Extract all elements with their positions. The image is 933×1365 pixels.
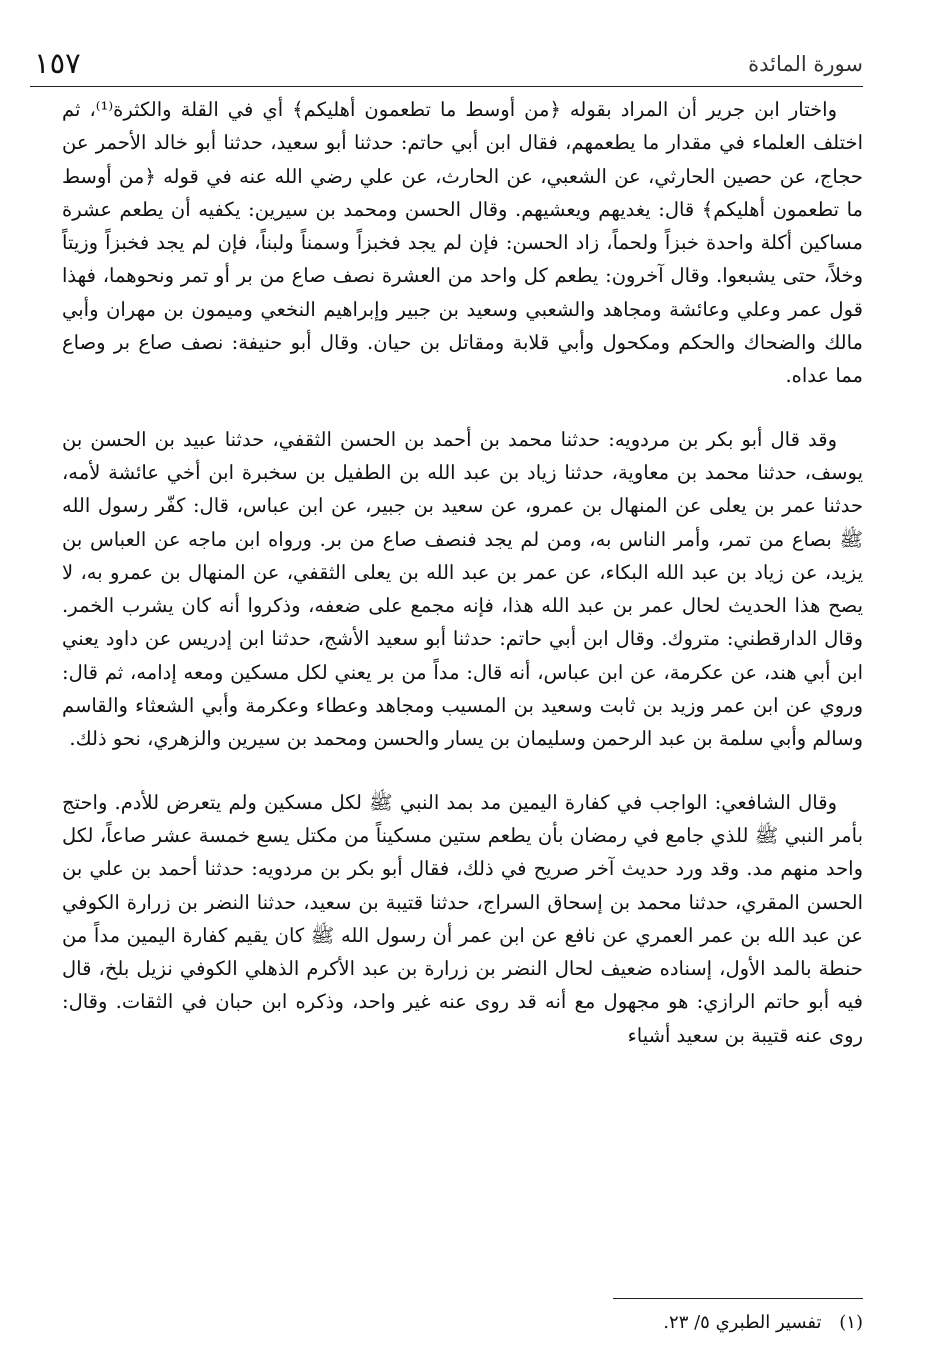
surah-title: سورة المائدة [748, 52, 863, 76]
footnote-text: تفسير الطبري ٥/ ٢٣. [663, 1312, 822, 1333]
page-number: ١٥٧ [34, 46, 81, 80]
running-header [30, 46, 863, 87]
footnote-marker: (١) [839, 1312, 863, 1333]
footnote-separator [613, 1298, 863, 1299]
paragraph: واختار ابن جرير أن المراد بقوله ﴿من أوسط ما تطعمون أهليكم﴾ أي في القلة والكثرة⁽¹⁾، ثم اختلف العلماء في مقدار ما يطعمهم، فقال ابن أبي حاتم: حدثنا أبو سعيد، حدثنا أبو خالد الأحمر عن حجاج، عن حصين الحارثي، عن الشعبي، عن الحارث، عن علي رضي الله عنه في قوله ﴿من أوسط ما تطعمون أهليكم﴾ قال: يغديهم ويعشيهم. وقال الحسن ومحمد بن سيرين: يكفيه أن يطعم عشرة مساكين أكلة واحدة خبزاً ولحماً، زاد الحسن: فإن لم يجد فخبزاً وسمناً ولبناً، فإن لم يجد فخبزاً وزيتاً وخلاً، حتى يشبعوا. وقال آخرون: يطعم كل واحد من العشرة نصف صاع من بر أو تمر ونحوهما، فهذا قول عمر وعلي وعائشة ومجاهد والشعبي وسعيد بن جبير وإبراهيم النخعي وميمون بن مهران وأبي مالك والضحاك والحكم ومكحول وأبي قلابة ومقاتل بن حيان. وقال أبو حنيفة: نصف صاع بر وصاع مما عداه. [62, 98, 863, 388]
footnote [663, 1310, 863, 1336]
paragraph: وقال الشافعي: الواجب في كفارة اليمين مد بمد النبي ﷺ لكل مسكين ولم يتعرض للأدم. واحتج بأمر النبي ﷺ للذي جامع في رمضان بأن يطعم ستين مسكيناً من مكتل يسع خمسة عشر صاعاً، لكل واحد منهم مد. وقد ورد حديث آخر صريح في ذلك، فقال أبو بكر بن مردويه: حدثنا أحمد بن علي بن الحسن المقري، حدثنا محمد بن إسحاق السراج، حدثنا قتيبة بن سعيد، حدثنا النضر بن زرارة الكوفي عن عبد الله بن عمر العمري عن نافع عن ابن عمر أن رسول الله ﷺ كان يقيم كفارة اليمين مداً من حنطة بالمد الأول، إسناده ضعيف لحال النضر بن زرارة بن عبد الأكرم الذهلي الكوفي نزيل بلخ، قال فيه أبو حاتم الرازي: هو مجهول مع أنه قد روى عنه غير واحد، وذكره ابن حبان في الثقات. وقال: روى عنه قتيبة بن سعيد أشياء [62, 790, 863, 1047]
paragraph: وقد قال أبو بكر بن مردويه: حدثنا محمد بن أحمد بن الحسن الثقفي، حدثنا عبيد بن الحسن بن يوسف، حدثنا محمد بن معاوية، حدثنا زياد بن عبد الله بن الطفيل بن سخبرة ابن أخي عائشة لأمه، حدثنا عمر بن يعلى عن المنهال بن عمرو، عن سعيد بن جبير، عن ابن عباس، قال: كفّر رسول الله ﷺ بصاع من تمر، وأمر الناس به، ومن لم يجد فنصف صاع من بر. ورواه ابن ماجه عن العباس بن يزيد، عن زياد بن عبد الله البكاء، عن عمر بن عبد الله بن يعلى الثقفي، عن المنهال بن عمرو به، لا يصح هذا الحديث لحال عمر بن عبد الله هذا، فإنه مجمع على ضعفه، وذكروا أنه كان يشرب الخمر. وقال الدارقطني: متروك. وقال ابن أبي حاتم: حدثنا أبو سعيد الأشج، حدثنا ابن إدريس عن داود يعني ابن أبي هند، عن عكرمة، عن ابن عباس، أنه قال: مداً من بر يعني لكل مسكين ومعه إدامه، ثم قال: وروي عن ابن عمر وزيد بن ثابت وسعيد بن المسيب ومجاهد وعطاء وعكرمة وأبي الشعثاء والقاسم وسالم وأبي سلمة بن عبد الرحمن وسليمان بن يسار والحسن ومحمد بن سيرين والزهري، نحو ذلك. [62, 427, 863, 751]
main-text [62, 93, 863, 1052]
